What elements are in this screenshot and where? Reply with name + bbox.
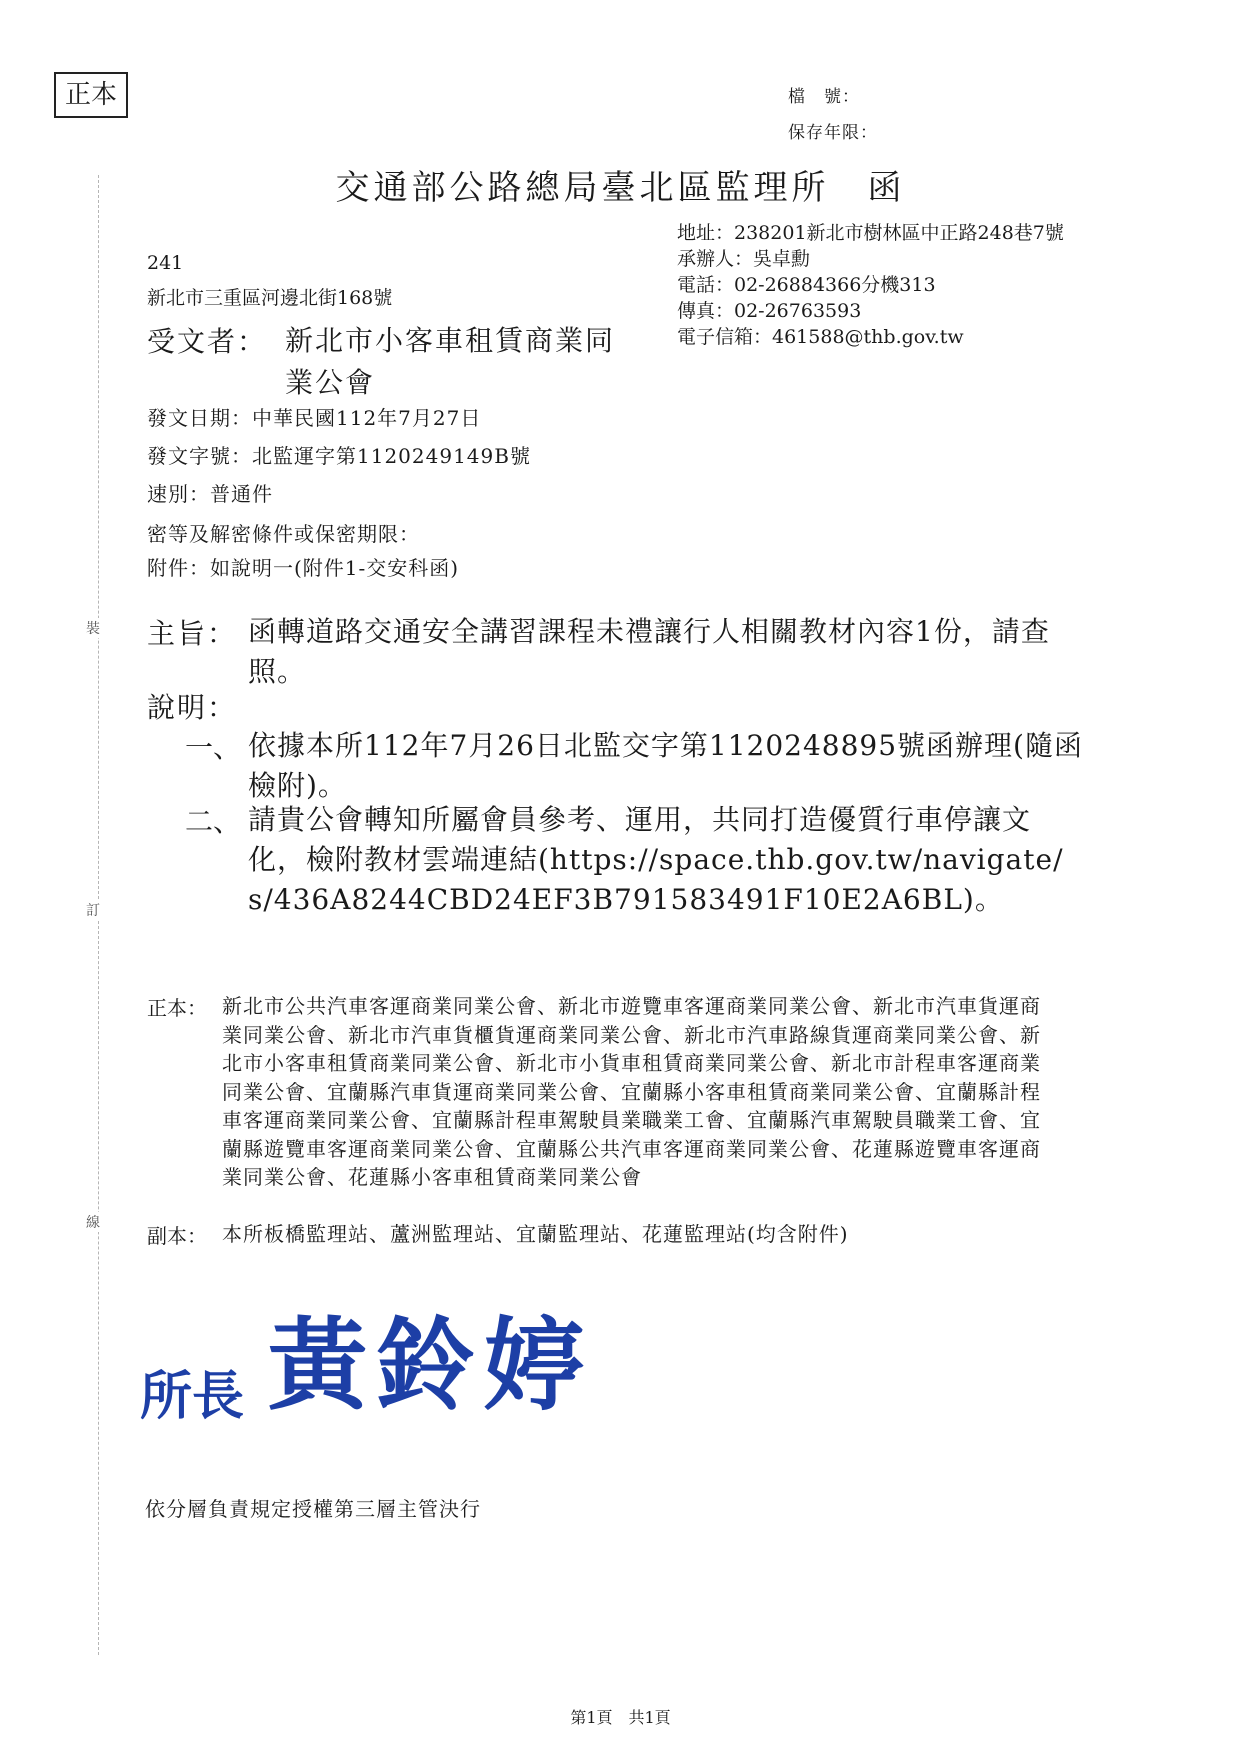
- signature-title: 所長: [140, 1366, 245, 1427]
- subject-text: 函轉道路交通安全講習課程未禮讓行人相關教材內容1份，請查照。: [248, 615, 1050, 688]
- delegation-note: 依分層負責規定授權第三層主管決行: [145, 1497, 481, 1521]
- delivery-speed: 速別：普通件: [147, 482, 273, 506]
- document-number: 發文字號：北監運字第1120249149B號: [147, 444, 531, 468]
- sender-email: 電子信箱：461588@thb.gov.tw: [677, 326, 964, 348]
- sender-address: 地址：238201新北市樹林區中正路248巷7號: [677, 222, 1064, 244]
- document-title: 交通部公路總局臺北區監理所 函: [335, 168, 906, 208]
- sender-fax: 傳真：02-26763593: [677, 300, 862, 322]
- explanation-item-number: 一、: [185, 731, 242, 764]
- signature-name: 黃鈴婷: [267, 1306, 592, 1424]
- explanation-item-text: 依據本所112年7月26日北監交字第1120248895號函辦理(隨函檢附)。: [248, 729, 1083, 802]
- recipient-address: 新北市三重區河邊北街168號: [147, 287, 393, 309]
- attachment-info: 附件：如說明一(附件1-交安科函): [147, 556, 460, 580]
- file-number-label: 檔 號：: [788, 87, 860, 107]
- sender-info: [677, 220, 1064, 350]
- binding-mark-ding: 訂: [86, 900, 100, 920]
- sender-phone: 電話：02-26884366分機313: [677, 274, 936, 296]
- explanation-label: 說明：: [147, 691, 238, 724]
- secrecy-level: 密等及解密條件或保密期限：: [147, 522, 420, 546]
- original-copy-stamp: 正本: [54, 72, 128, 118]
- original-recipients-list: 新北市公共汽車客運商業同業公會、新北市遊覽車客運商業同業公會、新北市汽車貨運商業同業公會、新北市汽車貨櫃貨運商業同業公會、新北市汽車路線貨運商業同業公會、新北市小客車租賃商業同業公會、新北市小貨車租賃商業同業公會、新北市計程車客運商業同業公會、宜蘭縣汽車貨運商業同業公會、宜蘭縣小客車租賃商業同業公會、宜蘭縣計程車客運商業同業公會、宜蘭縣計程車駕駛員業職業工會、宜蘭縣汽車駕駛員職業工會、宜蘭縣遊覽車客運商業同業公會、宜蘭縣公共汽車客運商業同業公會、花蓮縣遊覽車客運商業同業公會、花蓮縣小客車租賃商業同業公會: [222, 994, 1041, 1189]
- copy-recipients-label: 副本：: [147, 1224, 207, 1248]
- original-recipients-label: 正本：: [147, 996, 207, 1020]
- director-signature-stamp: [140, 1285, 592, 1429]
- subject-label: 主旨：: [147, 617, 238, 650]
- receiver-name: 新北市小客車租賃商業同業公會: [285, 324, 616, 399]
- page-number: 第1頁 共1頁: [570, 1708, 671, 1727]
- explanation-item-text: 請貴公會轉知所屬會員參考、運用，共同打造優質行車停讓文化，檢附教材雲端連結(https://space.thb.gov.tw/navigate/s/436A8244CBD24EF3B791583491F10E2A6BL)。: [248, 803, 1064, 916]
- retention-period-label: 保存年限：: [788, 123, 878, 143]
- receiver-label: 受文者：: [147, 325, 268, 358]
- binding-mark-xian: 線: [86, 1212, 100, 1232]
- recipient-zip: 241: [147, 252, 184, 274]
- binding-mark-zhuang: 裝: [86, 618, 100, 638]
- sender-handler: 承辦人：吳卓勳: [677, 248, 811, 270]
- explanation-item-number: 二、: [185, 805, 242, 838]
- copy-recipients-list: 本所板橋監理站、蘆洲監理站、宜蘭監理站、花蓮監理站(均含附件): [222, 1222, 849, 1246]
- issue-date: 發文日期：中華民國112年7月27日: [147, 406, 482, 430]
